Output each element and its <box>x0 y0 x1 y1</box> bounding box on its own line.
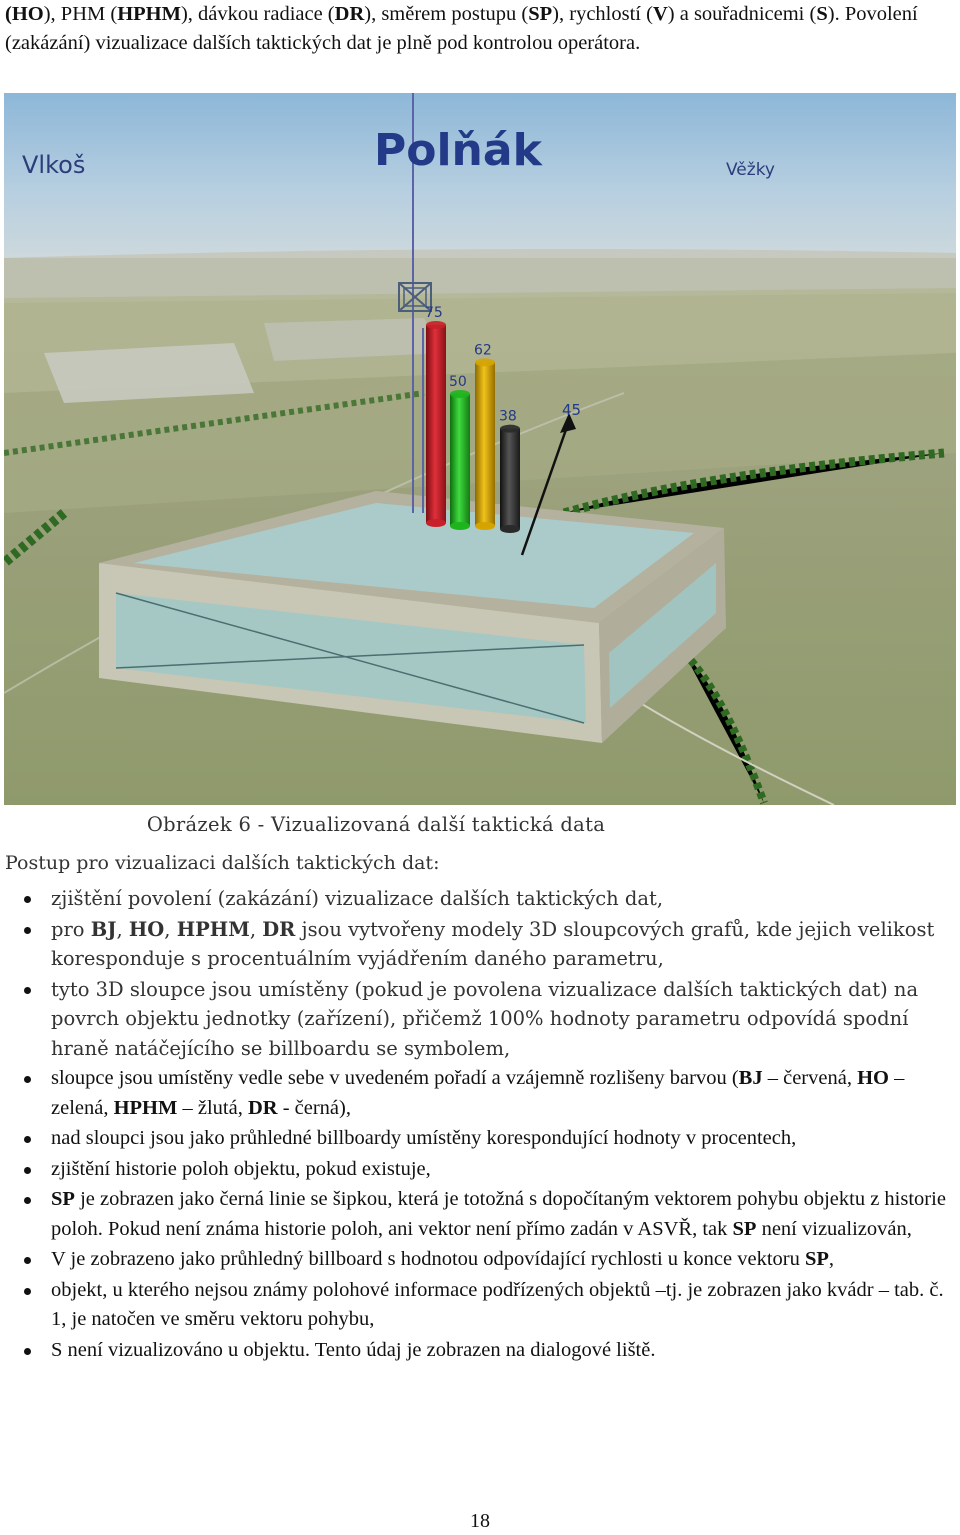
list-item: zjištění historie poloh objektu, pokud existuje, <box>0 1155 955 1185</box>
bar-ho-cap <box>450 390 470 398</box>
bar-hphm-base <box>475 522 495 530</box>
list-item: zjištění povolení (zakázání) vizualizace dalších taktických dat, <box>0 884 955 914</box>
bar-bj-value-label: 75 <box>425 305 443 321</box>
bar-bj <box>426 325 446 523</box>
list-item: SP je zobrazen jako černá linie se šipkou, která je totožná s dopočítaným vektorem pohybu objektu z historie poloh. Pokud není známa historie poloh, ani vektor není přímo zadán v ASVŘ, tak SP není vizualizován, <box>0 1185 955 1244</box>
intro-paragraph: (HO), PHM (HPHM), dávkou radiace (DR), směrem postupu (SP), rychlostí (V) a souřadnicemi (S). Povolení (zakázání) vizualizace dalších taktických dat je plně pod kontrolou operátora. <box>5 3 918 54</box>
figure-caption: Obrázek 6 - Vizualizovaná další taktická data <box>146 813 606 836</box>
list-item: S není vizualizováno u objektu. Tento údaj je zobrazen na dialogové liště. <box>0 1336 955 1366</box>
list-item: nad sloupci jsou jako průhledné billboardy umístěny korespondující hodnoty v procentech, <box>0 1124 955 1154</box>
bar-ho <box>450 394 470 526</box>
bar-dr-cap <box>500 425 520 433</box>
town-label-right: Věžky <box>726 160 775 180</box>
town-label-center: Polňák <box>374 125 542 176</box>
bar-bj-cap <box>426 321 446 329</box>
bar-dr-value-label: 38 <box>499 408 517 425</box>
list-item: tyto 3D sloupce jsou umístěny (pokud je povolena vizualizace dalších taktických dat) na povrch objektu jednotky (zařízení), přičemž 100% hodnoty parametru odpovídá spodní hraně natáčejícího se billboardu se symbolem, <box>0 975 955 1064</box>
bar-dr-base <box>500 525 520 533</box>
tactical-3d-figure <box>4 93 956 805</box>
bar-hphm-cap <box>475 358 495 366</box>
list-item: sloupce jsou umístěny vedle sebe v uvedeném pořadí a vzájemně rozlišeny barvou (BJ – červená, HO – zelená, HPHM – žlutá, DR - černá), <box>0 1064 955 1123</box>
bar-bj-base <box>426 519 446 527</box>
list-item: V je zobrazeno jako průhledný billboard s hodnotou odpovídající rychlosti u konce vektoru SP, <box>0 1245 955 1275</box>
speed-value-label: 45 <box>562 401 582 419</box>
list-item: pro BJ, HO, HPHM, DR jsou vytvořeny modely 3D sloupcových grafů, kde jejich velikost koresponduje s procentuálním vyjádřením daného parametru, <box>0 915 955 974</box>
page-number: 18 <box>470 1510 490 1532</box>
tactical-3d-scene <box>4 93 956 805</box>
procedure-lead: Postup pro vizualizaci dalších taktických dat: <box>5 852 440 874</box>
town-label-left: Vlkoš <box>22 151 86 179</box>
bar-ho-base <box>450 522 470 530</box>
procedure-list <box>0 884 955 1365</box>
bar-hphm-value-label: 62 <box>474 342 492 359</box>
list-item: objekt, u kterého nejsou známy polohové informace podřízených objektů –tj. je zobrazen jako kvádr – tab. č. 1, je natočen ve směru vektoru pohybu, <box>0 1276 955 1335</box>
bar-hphm <box>475 362 495 526</box>
bar-ho-value-label: 50 <box>449 374 467 390</box>
bar-dr <box>500 429 520 529</box>
